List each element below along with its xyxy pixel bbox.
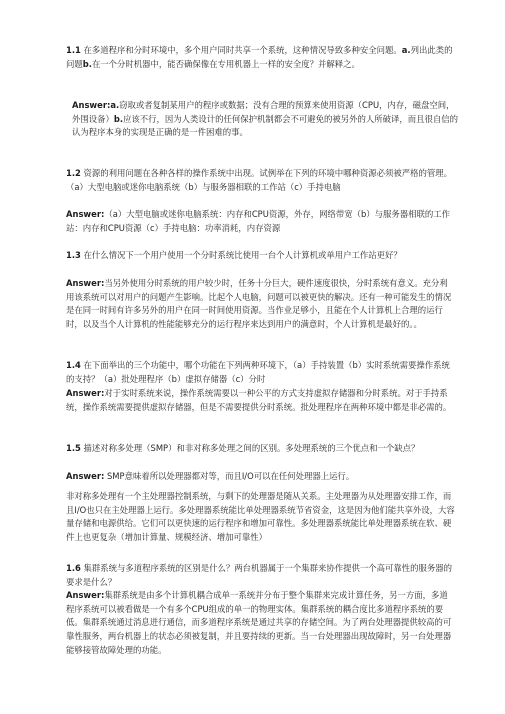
question-text: 描述对称多处理（SMP）和非对称多处理之间的区别。多处理系统的三个优点和一个缺点？ bbox=[80, 443, 420, 453]
answer-1-1 bbox=[66, 99, 462, 140]
answer-label: Answer: bbox=[72, 100, 111, 110]
question-1-4 bbox=[66, 359, 456, 386]
answer-label: Answer: bbox=[66, 209, 105, 219]
question-text: 在一个分时机器中，能否确保像在专用机器上一样的安全度？并解释之。 bbox=[91, 58, 360, 69]
answer-text: 窃取或者复制某用户的程序或数据；没有合理的预算来使用资源（CPU，内存，磁盘空间，外围设备） bbox=[72, 100, 455, 124]
question-text: 资源的利用问题在各种各样的操作系统中出现。试例举在下列的环境中哪种资源必须被严格的管理。（a）大型电脑或迷你电脑系统（b）与服务器相联的工作站（c）手持电脑 bbox=[66, 168, 453, 192]
answer-label: Answer: bbox=[66, 471, 105, 481]
answer-text: 非对称多处理有一个主处理器控制系统，与剩下的处理器是随从关系。主处理器为从处理器安排工作，而且I/O也只在主处理器上运行。多处理器系统能比单处理器系统节省资金，这是因为他们能共享外设，大容量存储和电源供给。它们可以更快速的运行程序和增加可靠性。多处理器系统能比单处理器系统在软、硬件上也更复杂（增加计算量、规模经济、增加可靠性） bbox=[66, 491, 455, 543]
question-number: 1.2 bbox=[66, 168, 81, 178]
answer-1-2 bbox=[66, 208, 456, 235]
question-1-5 bbox=[66, 442, 456, 456]
question-number: 1.6 bbox=[66, 563, 81, 573]
question-text: 集群系统与多道程序系统的区别是什么？两台机器属于一个集群来协作提供一个高可靠性的服务器的要求是什么？ bbox=[66, 563, 453, 587]
question-number: 1.4 bbox=[66, 360, 81, 370]
sub-label: a. bbox=[110, 100, 120, 110]
sub-label: b. bbox=[113, 113, 124, 124]
question-number: 1.1 bbox=[66, 45, 81, 55]
sub-label: a. bbox=[401, 45, 411, 55]
answer-text: SMP意味着所以处理器都对等，而且I/O可以在任何处理器上运行。 bbox=[104, 471, 355, 481]
question-text: 在多道程序和分时环境中，多个用户同时共享一个系统，这种情况导致多种安全问题。 bbox=[80, 45, 402, 55]
answer-1-5 bbox=[66, 470, 456, 484]
answer-label: Answer: bbox=[66, 278, 105, 288]
answer-text: 集群系统是由多个计算机耦合成单一系统并分布于整个集群来完成计算任务，另一方面，多道程序系统可以被看做是一个有多个CPU组成的单一的物理实体。集群系统的耦合度比多道程序系统的要低。集群系统通过消息进行通信，而多道程序系统是通过共享的存储空间。为了两台处理器提供较高的可靠性服务，两台机器上的状态必须被复制，并且要持续的更新。当一台处理器出现故障时，另一台处理器能够接管故障处理的功能。 bbox=[66, 590, 452, 655]
question-number: 1.3 bbox=[66, 250, 81, 260]
answer-text: 当另外使用分时系统的用户较少时，任务十分巨大，硬件速度很快，分时系统有意义。充分利用该系统可以对用户的问题产生影响。比起个人电脑，问题可以被更快的解决。还有一种可能发生的情况是在同一时间有许多另外的用户在同一时间使用资源。当作业足够小，且能在个人计算机上合理的运行时，以及当个人计算机的性能能够充分的运行程序来达到用户的满意时，个人计算机是最好的。。 bbox=[66, 278, 452, 330]
answer-1-5-continued bbox=[66, 490, 456, 545]
question-1-2 bbox=[66, 167, 456, 194]
answer-1-6 bbox=[66, 589, 456, 658]
answer-label: Answer: bbox=[66, 590, 105, 600]
question-text: 列出此类的问题 bbox=[66, 45, 453, 69]
question-1-6 bbox=[66, 562, 456, 589]
answer-label: Answer: bbox=[66, 388, 105, 398]
answer-text: 对于实时系统来说，操作系统需要以一种公平的方式支持虚拟存储器和分时系统。对于手持系统，操作系统需要提供虚拟存储器，但是不需要提供分时系统。批处理程序在两种环境中都是非必需的。 bbox=[66, 388, 452, 412]
sub-label: b. bbox=[82, 58, 92, 69]
question-1-1 bbox=[66, 44, 456, 71]
answer-text: 应该不行，因为人类设计的任何保护机制都会不可避免的被另外的人所破译，而且很自信的认为程序本身的实现是正确的是一件困难的事。 bbox=[72, 113, 459, 138]
answer-1-3 bbox=[66, 277, 456, 332]
answer-text: （a）大型电脑或迷你电脑系统：内存和CPU资源，外存，网络带宽（b）与服务器相联的工作站：内存和CPU资源（c）手持电脑：功率消耗，内存资源 bbox=[66, 209, 451, 233]
question-number: 1.5 bbox=[66, 443, 81, 453]
question-text: 在什么情况下一个用户使用一个分时系统比使用一台个人计算机或单用户工作站更好？ bbox=[80, 250, 402, 260]
question-text: 在下面举出的三个功能中，哪个功能在下列两种环境下，（a）手持装置（b）实时系统需要操作系统的支持？（a）批处理程序（b）虚拟存储器（c）分时 bbox=[66, 360, 450, 384]
question-1-3 bbox=[66, 249, 456, 263]
answer-1-4 bbox=[66, 387, 456, 414]
